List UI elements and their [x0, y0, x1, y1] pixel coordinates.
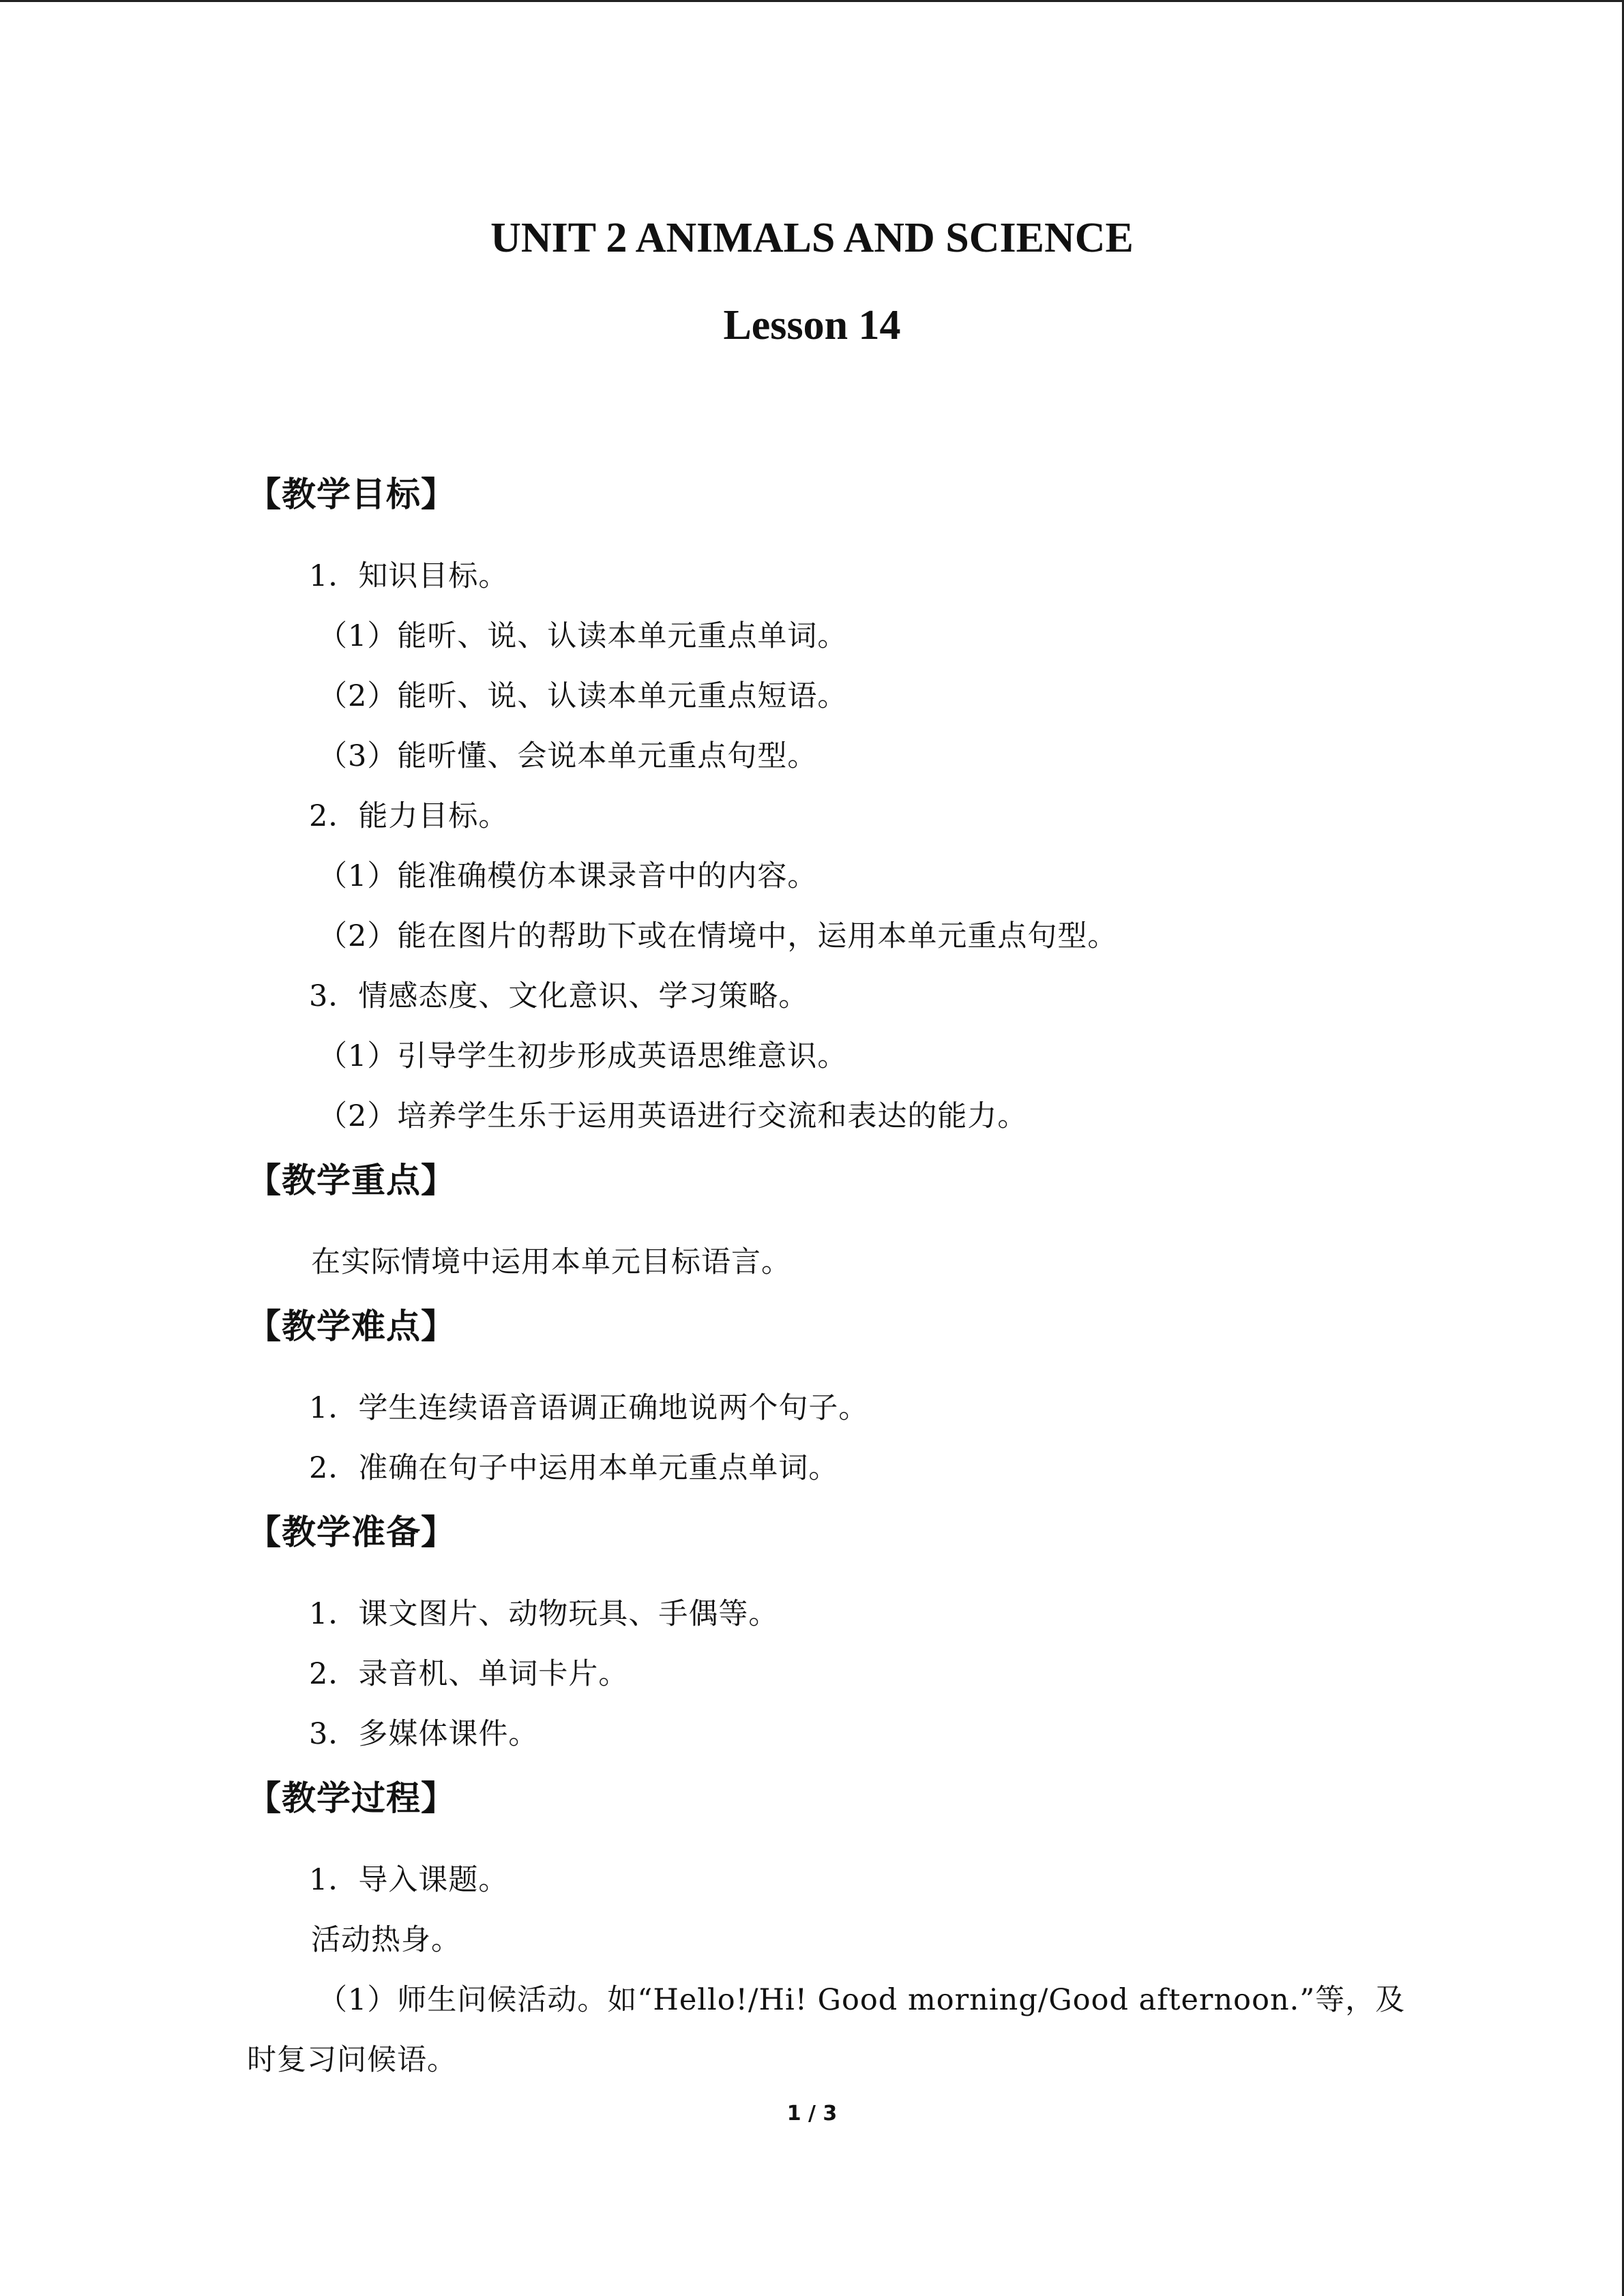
objectives-line: （3）能听懂、会说本单元重点句型。 [318, 739, 818, 773]
section-heading-objectives: 【教学目标】 [247, 475, 456, 514]
section-heading-process: 【教学过程】 [247, 1778, 456, 1818]
objectives-line: 1．知识目标。 [309, 559, 509, 593]
objectives-line: （2）培养学生乐于运用英语进行交流和表达的能力。 [318, 1099, 1028, 1133]
difficulties-line: 2．准确在句子中运用本单元重点单词。 [309, 1451, 839, 1485]
objectives-line: （2）能听、说、认读本单元重点短语。 [318, 679, 848, 713]
process-line: （1）师生问候活动。如“Hello!/Hi! Good morning/Good afternoon.”等，及 [318, 1983, 1406, 2017]
process-line: 1．导入课题。 [309, 1863, 509, 1897]
section-heading-preparation: 【教学准备】 [247, 1512, 456, 1552]
preparation-line: 3．多媒体课件。 [309, 1717, 539, 1751]
objectives-line: 3．情感态度、文化意识、学习策略。 [309, 979, 809, 1013]
section-heading-difficulties: 【教学难点】 [247, 1307, 456, 1346]
page-number: 1 / 3 [786, 2102, 838, 2126]
difficulties-line: 1．学生连续语音语调正确地说两个句子。 [309, 1391, 869, 1425]
objectives-line: （1）能听、说、认读本单元重点单词。 [318, 619, 848, 653]
key-points-line: 在实际情境中运用本单元目标语言。 [311, 1245, 791, 1279]
preparation-line: 2．录音机、单词卡片。 [309, 1657, 629, 1691]
objectives-line: （1）引导学生初步形成英语思维意识。 [318, 1039, 848, 1073]
objectives-line: 2．能力目标。 [309, 799, 509, 833]
objectives-line: （1）能准确模仿本课录音中的内容。 [318, 859, 818, 893]
document-title: UNIT 2 ANIMALS AND SCIENCE [490, 215, 1134, 261]
objectives-line: （2）能在图片的帮助下或在情境中，运用本单元重点句型。 [318, 919, 1118, 953]
process-line: 时复习问候语。 [247, 2043, 457, 2077]
page-border-top [0, 0, 1624, 2]
preparation-line: 1．课文图片、动物玩具、手偶等。 [309, 1597, 779, 1631]
section-heading-key-points: 【教学重点】 [247, 1161, 456, 1200]
process-line: 活动热身。 [311, 1923, 461, 1957]
document-subtitle: Lesson 14 [723, 302, 901, 348]
